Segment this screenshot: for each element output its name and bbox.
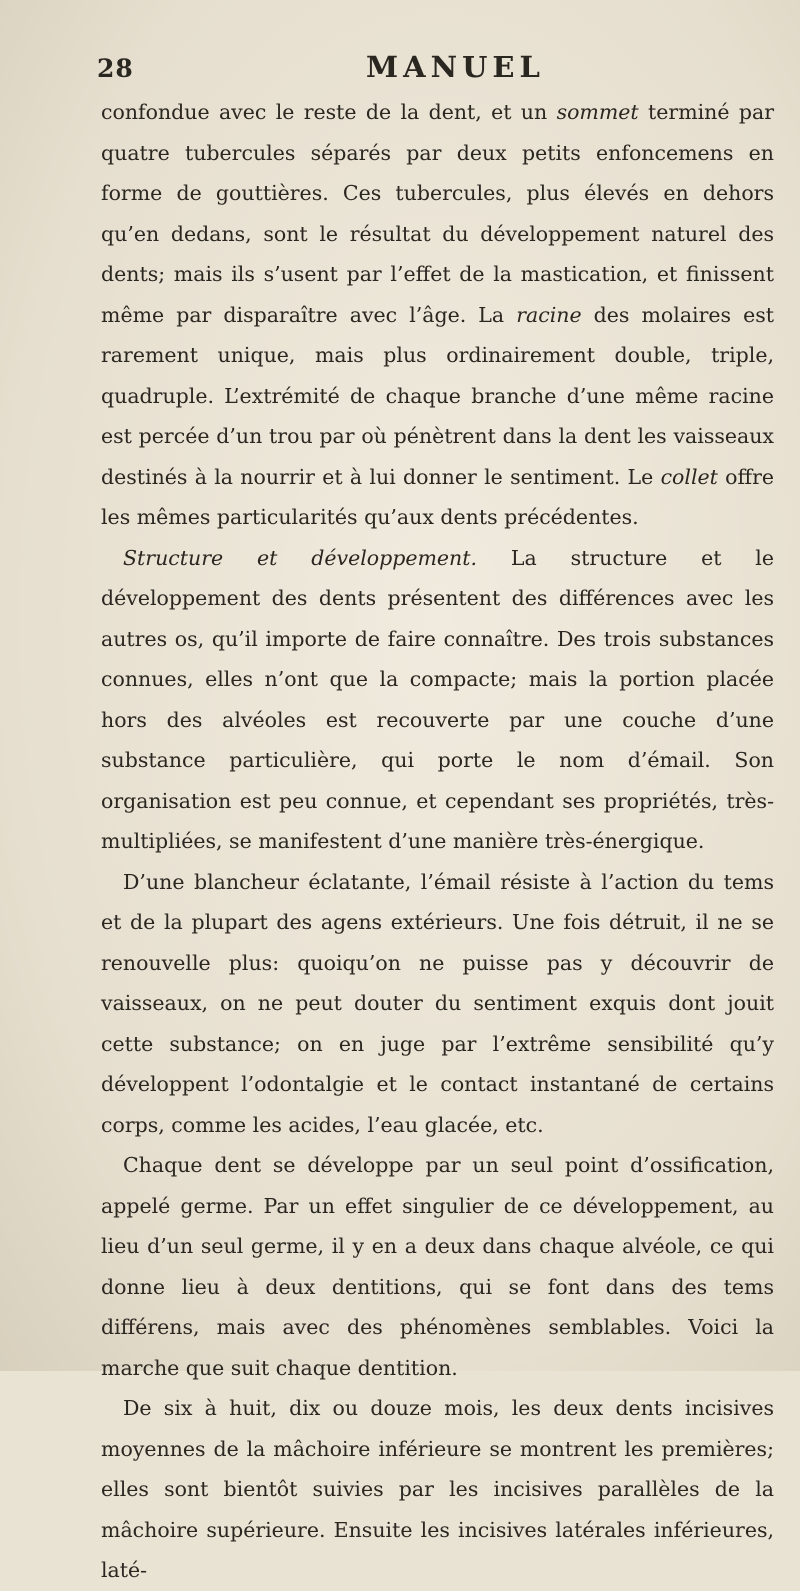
running-title: MANUEL: [366, 50, 545, 84]
text-segment: La structure et le développement des dents présentent des différences avec les autres os, qu’il importe de faire connaître. Des trois substances connues, elles n’ont que la compacte; mais la portion placée hors des alvéoles est recouverte par une couche d’une substance particulière, qui porte le nom d’émail. Son organisation est peu connue, et cependant ses propriétés, très-multipliées, se manifestent d’une manière très-énergique.: [101, 545, 774, 853]
text-segment: De six à huit, dix ou douze mois, les deux dents incisives moyennes de la mâchoire inférieure se montrent les premières; elles sont bientôt suivies par les incisives parallèles de la mâchoire supérieure. Ensuite les incisives latérales inférieures, laté-: [101, 1396, 774, 1582]
text-segment: Chaque dent se développe par un seul point d’ossification, appelé germe. Par un effet singulier de ce développement, au lieu d’un seul germe, il y en a deux dans chaque alvéole, ce qui donne lieu à deux dentitions, qui se font dans des tems différens, mais avec des phénomènes semblables. Voici la marche que suit chaque dentition.: [101, 1153, 774, 1380]
running-head: [97, 48, 760, 88]
term-sommet: sommet: [556, 100, 639, 124]
body-text: [101, 92, 774, 1591]
paragraph-dentition-timeline: [101, 1388, 774, 1591]
term-collet: collet: [660, 464, 718, 489]
paragraph-germ: [101, 1145, 774, 1388]
text-segment: offre les mêmes particularités qu’aux dents précédentes.: [101, 464, 774, 529]
paragraph-structure: [101, 538, 774, 862]
paragraph-molar-crown: [101, 92, 774, 538]
page-number: 28: [97, 54, 134, 83]
term-racine: racine: [516, 302, 582, 327]
text-segment: confondue avec le reste de la dent, et un: [101, 100, 557, 124]
section-heading-structure: Structure et développement.: [123, 545, 478, 570]
text-segment: terminé par quatre tubercules séparés par deux petits enfoncemens en forme de gouttières. Ces tubercules, plus élevés en dehors qu’en dedans, sont le résultat du développement naturel des dents; mais ils s’usent par l’effet de la mastication, et finissent même par disparaître avec l’âge. La: [101, 100, 774, 327]
paragraph-enamel: [101, 862, 774, 1146]
text-segment: des molaires est rarement unique, mais plus ordinairement double, triple, quadruple. L’extrémité de chaque branche d’une même racine est percée d’un trou par où pénètrent dans la dent les vaisseaux destinés à la nourrir et à lui donner le sentiment. Le: [101, 302, 774, 489]
text-segment: D’une blancheur éclatante, l’émail résiste à l’action du tems et de la plupart des agens extérieurs. Une fois détruit, il ne se renouvelle plus: quoiqu’on ne puisse pas y découvrir de vaisseaux, on ne peut douter du sentiment exquis dont jouit cette substance; on en juge par l’extrême sensibilité qu’y développent l’odontalgie et le contact instantané de certains corps, comme les acides, l’eau glacée, etc.: [101, 869, 774, 1137]
